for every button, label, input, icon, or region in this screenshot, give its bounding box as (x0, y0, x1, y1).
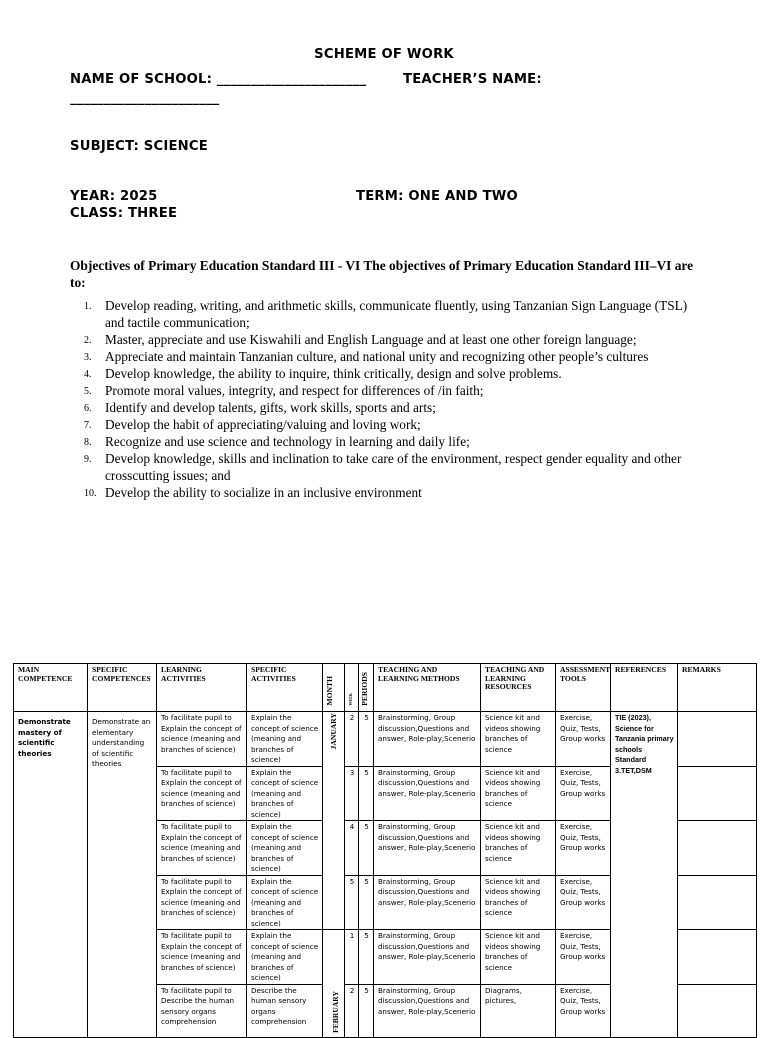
periods-cell: 5 (359, 821, 374, 876)
remarks-cell (678, 766, 757, 821)
learning-activity-cell: To facilitate pupil to Explain the concept of science (meaning and branches of science) (157, 821, 247, 876)
learning-activity-cell: To facilitate pupil to Explain the concept of science (meaning and branches of science) (157, 930, 247, 985)
learning-activity-cell: To facilitate pupil to Explain the concept of science (meaning and branches of science) (157, 766, 247, 821)
specific-activity-cell: Explain the concept of science (meaning and branches of science) (247, 712, 323, 767)
resources-cell: Science kit and videos showing branches of science (481, 712, 556, 767)
teacher-name-label: TEACHER’S NAME: (403, 72, 542, 87)
week-cell: 4 (345, 821, 359, 876)
resources-cell: Diagrams, pictures, (481, 984, 556, 1037)
week-cell: 3 (345, 766, 359, 821)
header-month-cell (323, 664, 345, 712)
objective-item (70, 382, 700, 399)
methods-cell: Brainstorming, Group discussion,Questions and answer, Role-play,Scenerio (374, 821, 481, 876)
header-teaching-methods: TEACHING AND LEARNING METHODS (374, 664, 481, 712)
assessment-cell: Exercise, Quiz, Tests, Group works (556, 984, 611, 1037)
objective-text: Appreciate and maintain Tanzanian culture, and national unity and recognizing other people’s cultures (105, 349, 649, 364)
objectives-title: Objectives of Primary Education Standard III - VI The objectives of Primary Education Standard III–VI are to: (70, 258, 694, 290)
resources-cell: Science kit and videos showing branches of science (481, 930, 556, 985)
objective-text: Develop knowledge, the ability to inquire, think critically, design and solve problems. (105, 366, 562, 381)
methods-cell: Brainstorming, Group discussion,Questions and answer, Role-play,Scenerio (374, 766, 481, 821)
header-learning-activities: LEARNING ACTIVITIES (157, 664, 247, 712)
objective-item (70, 450, 700, 484)
assessment-cell: Exercise, Quiz, Tests, Group works (556, 930, 611, 985)
header-teaching-resources: TEACHING AND LEARNING RESOURCES (481, 664, 556, 712)
specific-activity-cell: Explain the concept of science (meaning and branches of science) (247, 821, 323, 876)
month-cell-february (323, 930, 345, 1038)
objective-item (70, 484, 700, 501)
objective-item (70, 297, 700, 331)
header-main-competence: MAIN COMPETENCE (14, 664, 88, 712)
header-periods-cell (359, 664, 374, 712)
learning-activity-cell: To facilitate pupil to Explain the concept of science (meaning and branches of science) (157, 875, 247, 930)
objective-number: 6. (84, 403, 92, 414)
specific-activity-cell: Explain the concept of science (meaning and branches of science) (247, 875, 323, 930)
objective-text: Develop the ability to socialize in an inclusive environment (105, 485, 422, 500)
resources-cell: Science kit and videos showing branches of science (481, 821, 556, 876)
header-specific-activities: SPECIFIC ACTIVITIES (247, 664, 323, 712)
scheme-of-work-table (13, 663, 757, 1038)
month-february: FEBRUARY (331, 990, 340, 1033)
objective-text: Develop the habit of appreciating/valuing and loving work; (105, 417, 421, 432)
objective-number: 3. (84, 352, 92, 363)
header-week-cell (345, 664, 359, 712)
specific-activity-cell: Explain the concept of science (meaning and branches of science) (247, 766, 323, 821)
assessment-cell: Exercise, Quiz, Tests, Group works (556, 875, 611, 930)
month-february-clip (327, 990, 341, 1037)
resources-cell: Science kit and videos showing branches of science (481, 766, 556, 821)
header-references: REFERENCES (611, 664, 678, 712)
week-cell: 2 (345, 712, 359, 767)
periods-cell: 5 (359, 875, 374, 930)
term-label: TERM: ONE AND TWO (356, 189, 518, 204)
objective-number: 8. (84, 437, 92, 448)
header-remarks: REMARKS (678, 664, 757, 712)
periods-cell: 5 (359, 766, 374, 821)
objective-number: 2. (84, 335, 92, 346)
specific-activity-cell: Describe the human sensory organs comprehension (247, 984, 323, 1037)
assessment-cell: Exercise, Quiz, Tests, Group works (556, 766, 611, 821)
periods-cell: 5 (359, 930, 374, 985)
week-cell: 2 (345, 984, 359, 1037)
specific-activity-cell: Explain the concept of science (meaning and branches of science) (247, 930, 323, 985)
header-month: MONTH (325, 675, 334, 706)
main-competence-cell: Demonstrate mastery of scientific theories (14, 712, 88, 1038)
references-cell: TIE (2023), Science for Tanzania primary schools Standard 3.TET,DSM (611, 712, 678, 1038)
header-week: WEEK (348, 692, 353, 706)
objective-number: 4. (84, 369, 92, 380)
table-header-row (14, 664, 757, 712)
week-cell: 1 (345, 930, 359, 985)
header-assessment-tools: ASSESSMENT TOOLS (556, 664, 611, 712)
subject-label: SUBJECT: SCIENCE (70, 139, 209, 154)
objective-text: Promote moral values, integrity, and respect for differences of /in faith; (105, 383, 484, 398)
school-name-field: NAME OF SCHOOL: ______________________ (70, 72, 367, 87)
remarks-cell (678, 930, 757, 985)
objective-item (70, 399, 700, 416)
objective-number: 7. (84, 420, 92, 431)
objective-text: Identify and develop talents, gifts, work skills, sports and arts; (105, 400, 436, 415)
objective-item (70, 348, 700, 365)
month-cell-january (323, 712, 345, 930)
objective-number: 1. (84, 301, 92, 312)
remarks-cell (678, 712, 757, 767)
assessment-cell: Exercise, Quiz, Tests, Group works (556, 821, 611, 876)
remarks-cell (678, 875, 757, 930)
objective-item (70, 331, 700, 348)
week-cell: 5 (345, 875, 359, 930)
objective-text: Develop reading, writing, and arithmetic skills, communicate fluently, using Tanzanian Sign Language (TSL) and tactile communication; (105, 298, 688, 330)
objective-text: Master, appreciate and use Kiswahili and English Language and at least one other foreign language; (105, 332, 637, 347)
class-label: CLASS: THREE (70, 206, 178, 221)
objective-item (70, 416, 700, 433)
resources-cell: Science kit and videos showing branches of science (481, 875, 556, 930)
teacher-name-blank: ______________________ (70, 91, 220, 106)
objective-item (70, 433, 700, 450)
header-periods: PERIODS (360, 671, 369, 706)
specific-competence-cell: Demonstrate an elementary understanding of scientific theories (88, 712, 157, 1038)
table-row (14, 712, 757, 767)
objective-number: 10. (84, 488, 97, 499)
document-title: SCHEME OF WORK (314, 47, 454, 62)
objective-item (70, 365, 700, 382)
objective-number: 5. (84, 386, 92, 397)
periods-cell: 5 (359, 984, 374, 1037)
objective-text: Develop knowledge, skills and inclination to take care of the environment, respect gender equality and other crosscutting issues; and (105, 451, 682, 483)
learning-activity-cell: To facilitate pupil to Explain the concept of science (meaning and branches of science) (157, 712, 247, 767)
assessment-cell: Exercise, Quiz, Tests, Group works (556, 712, 611, 767)
methods-cell: Brainstorming, Group discussion,Questions and answer, Role-play,Scenerio (374, 712, 481, 767)
year-label: YEAR: 2025 (70, 189, 158, 204)
learning-activity-cell: To facilitate pupil to Describe the human sensory organs comprehension (157, 984, 247, 1037)
methods-cell: Brainstorming, Group discussion,Questions and answer, Role-play,Scenerio (374, 930, 481, 985)
methods-cell: Brainstorming, Group discussion,Questions and answer, Role-play,Scenerio (374, 875, 481, 930)
remarks-cell (678, 821, 757, 876)
remarks-cell (678, 984, 757, 1037)
header-specific-competences: SPECIFIC COMPETENCES (88, 664, 157, 712)
month-january: JANUARY (328, 713, 338, 750)
periods-cell: 5 (359, 712, 374, 767)
methods-cell: Brainstorming, Group discussion,Questions and answer, Role-play,Scenerio (374, 984, 481, 1037)
objectives-list (70, 297, 700, 501)
objective-text: Recognize and use science and technology in learning and daily life; (105, 434, 470, 449)
objective-number: 9. (84, 454, 92, 465)
